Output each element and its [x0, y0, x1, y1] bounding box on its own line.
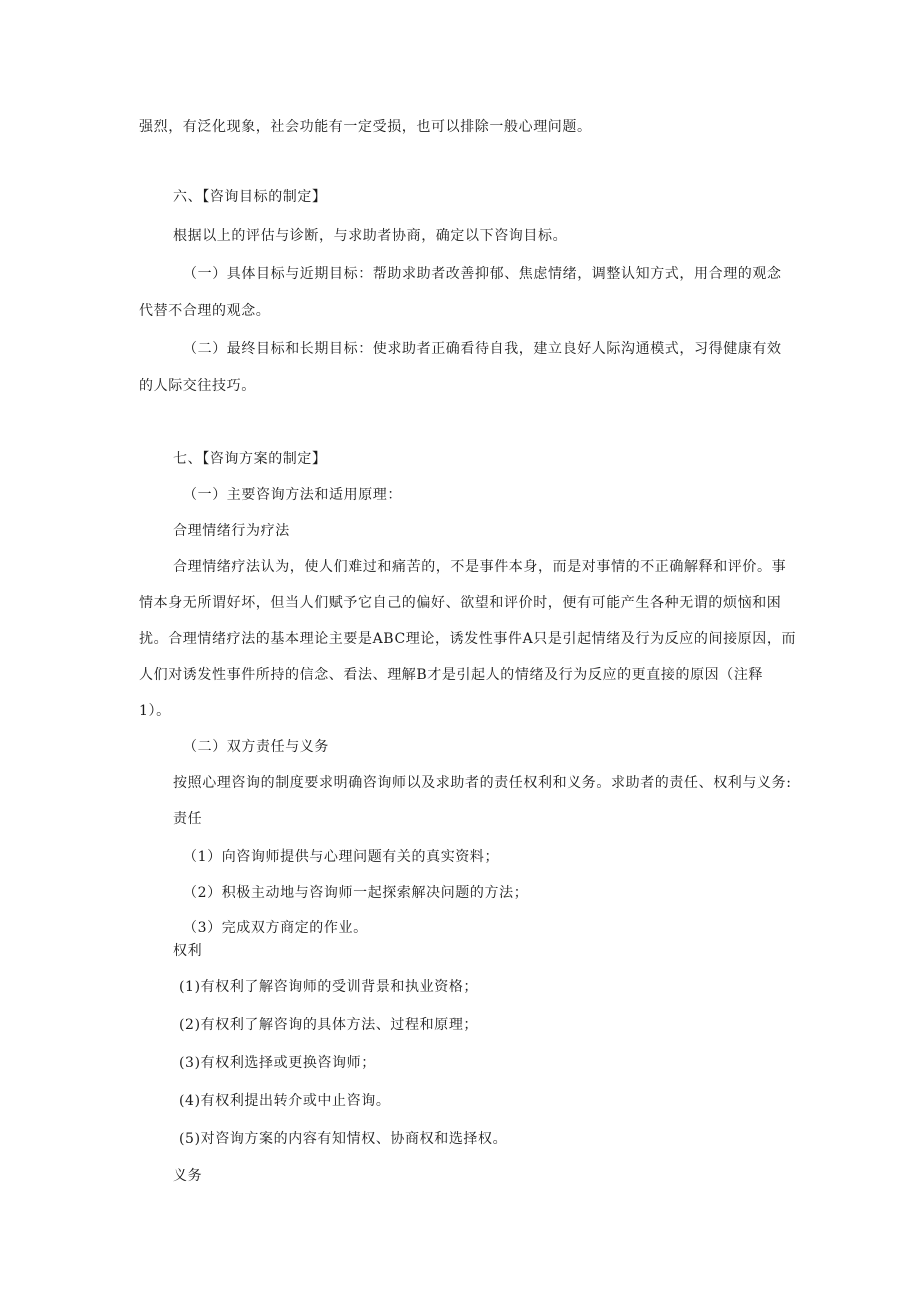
goal-1-line-1: （一）具体目标与近期目标：帮助求助者改善抑郁、焦虑情绪，调整认知方式，用合理的观念	[183, 266, 782, 282]
theory-line-3: 扰。合理情绪疗法的基本理论主要是ABC理论，诱发性事件A只是引起情绪及行为反应的间接原因，而	[139, 631, 797, 647]
section-6-intro: 根据以上的评估与诊断，与求助者协商，确定以下咨询目标。	[173, 228, 568, 244]
method-name: 合理情绪行为疗法	[173, 523, 290, 539]
section-6-heading: 六、【咨询目标的制定】	[173, 189, 327, 205]
goal-1-line-2: 代替不合理的观念。	[139, 303, 271, 319]
responsibility-item: （3）完成双方商定的作业。	[183, 920, 368, 936]
rights-item: (4)有权利提出转介或中止咨询。	[179, 1093, 391, 1109]
theory-line-5: 1）。	[139, 703, 171, 719]
goal-2-line-2: 的人际交往技巧。	[139, 378, 256, 394]
responsibilities-intro: 按照心理咨询的制度要求明确咨询师以及求助者的责任权利和义务。求助者的责任、权利与义务:	[173, 775, 792, 791]
rights-label: 权利	[173, 943, 203, 959]
duties-label: 义务	[173, 1168, 203, 1184]
goal-2-line-1: （二）最终目标和长期目标：使求助者正确看待自我，建立良好人际沟通模式，习得健康有效	[183, 341, 782, 357]
rights-item: (2)有权利了解咨询的具体方法、过程和原理；	[179, 1017, 479, 1033]
theory-line-4: 人们对诱发性事件所持的信念、看法、理解B才是引起人的情绪及行为反应的更直接的原因（注释	[139, 667, 764, 683]
responsibility-label: 责任	[173, 811, 203, 827]
section-7-heading: 七、【咨询方案的制定】	[173, 451, 327, 467]
rights-item: (3)有权利选择或更换咨询师；	[179, 1055, 376, 1071]
subsection-methods: （一）主要咨询方法和适用原理：	[183, 487, 402, 503]
theory-line-2: 情本身无所谓好坏，但当人们赋予它自己的偏好、欲望和评价时，便有可能产生各种无谓的烦恼和困	[139, 595, 782, 611]
continuation-line: 强烈，有泛化现象，社会功能有一定受损，也可以排除一般心理问题。	[139, 119, 592, 135]
responsibility-item: （1）向咨询师提供与心理问题有关的真实资料；	[183, 849, 500, 865]
rights-item: (5)对咨询方案的内容有知情权、协商权和选择权。	[179, 1131, 508, 1147]
responsibility-item: （2）积极主动地与咨询师一起探索解决问题的方法；	[183, 885, 529, 901]
theory-line-1: 合理情绪疗法认为，使人们难过和痛苦的，不是事件本身，而是对事情的不正确解释和评价。事	[173, 559, 787, 575]
rights-item: (1)有权利了解咨询师的受训背景和执业资格；	[179, 979, 479, 995]
subsection-responsibilities: （二）双方责任与义务	[183, 739, 329, 755]
